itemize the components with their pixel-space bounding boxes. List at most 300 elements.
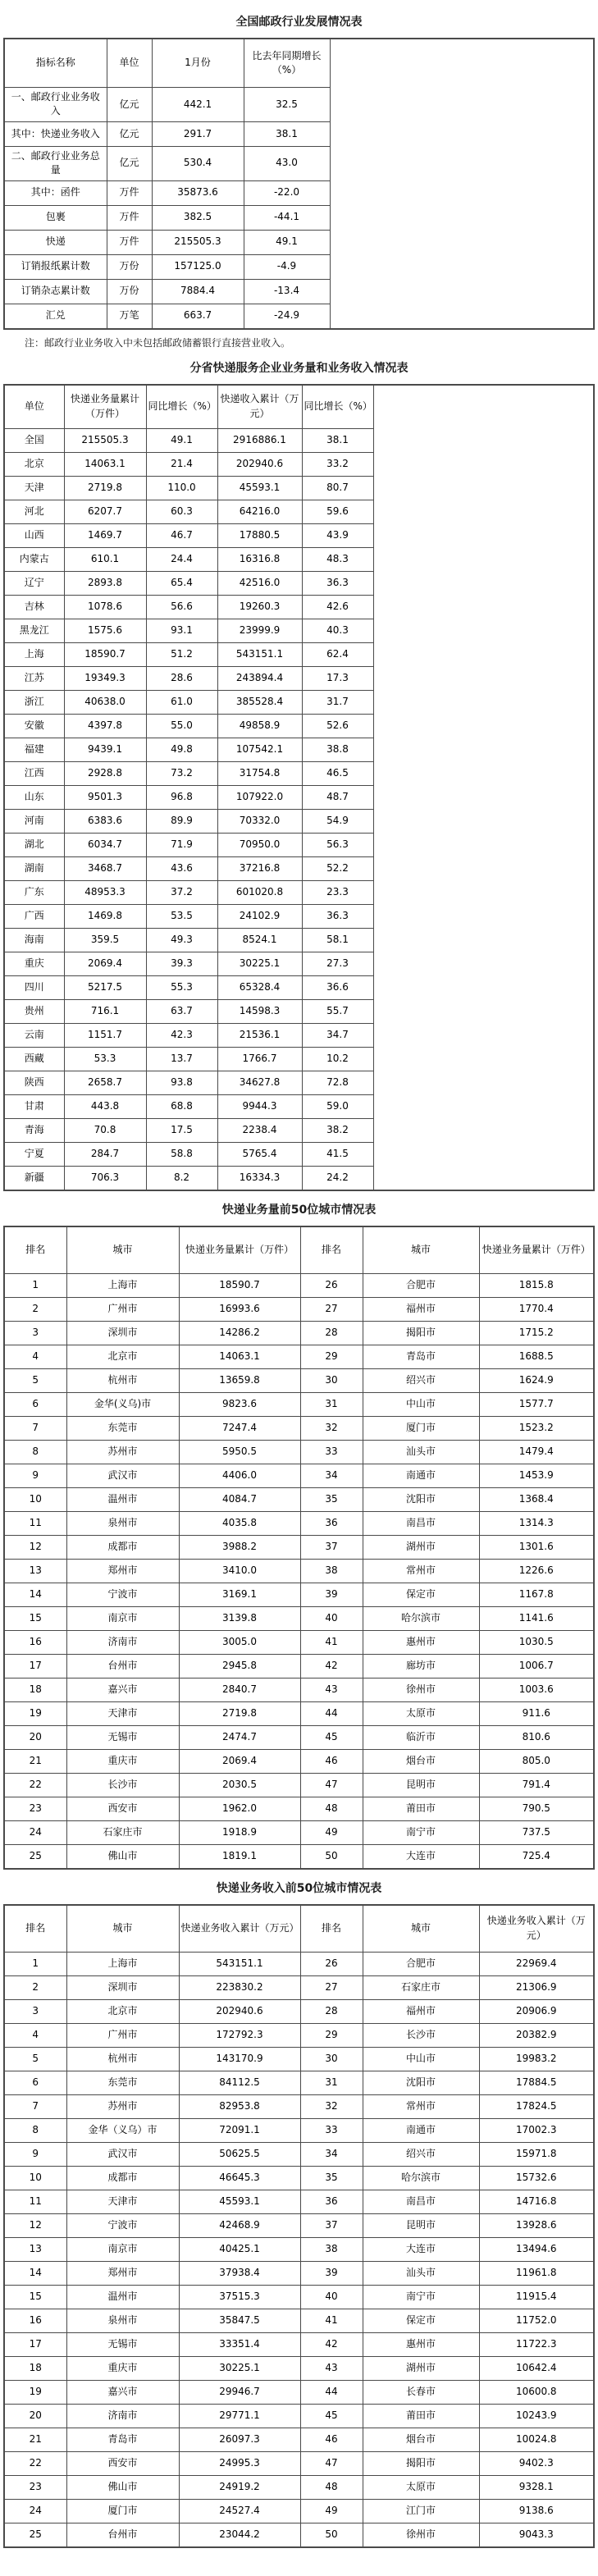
table-cell: 苏州市 — [66, 2094, 179, 2118]
table-cell: 亿元 — [107, 121, 152, 146]
table-row — [4, 1464, 594, 1487]
table-cell: 北京市 — [66, 1345, 179, 1368]
table-cell: 43 — [300, 1678, 363, 1701]
table-cell: 17 — [4, 1654, 66, 1678]
table-cell: 46.5 — [302, 761, 373, 785]
table-cell: 湖北 — [4, 833, 64, 856]
table-cell: 39.3 — [146, 952, 217, 975]
table-cell: 2916886.1 — [217, 428, 302, 452]
table-cell: 24 — [4, 2499, 66, 2523]
table-cell: 31 — [300, 1392, 363, 1416]
table-cell: 汕头市 — [363, 1440, 479, 1464]
table-cell: 243894.4 — [217, 666, 302, 690]
table-cell: 53.5 — [146, 904, 217, 928]
table-cell: 嘉兴市 — [66, 2380, 179, 2404]
table-cell: 大连市 — [363, 2237, 479, 2261]
table-cell: 8 — [4, 2118, 66, 2142]
header-row — [4, 39, 594, 88]
table-cell: 宁波市 — [66, 1583, 179, 1606]
table-cell: 11752.0 — [479, 2309, 594, 2332]
table-cell: 36.3 — [302, 571, 373, 595]
table-cell: 长春市 — [363, 2380, 479, 2404]
table-cell: 南昌市 — [363, 1511, 479, 1535]
table-cell: 80.7 — [302, 476, 373, 500]
table-cell: 绍兴市 — [363, 1368, 479, 1392]
table-cell: 青岛市 — [66, 2428, 179, 2451]
table-cell: 19 — [4, 2380, 66, 2404]
table-cell: 49.1 — [146, 428, 217, 452]
table-cell: 25 — [4, 2523, 66, 2547]
table-cell: 1226.6 — [479, 1559, 594, 1583]
table-cell: 2945.8 — [179, 1654, 300, 1678]
table-cell: 1577.7 — [479, 1392, 594, 1416]
table-cell: 快递 — [4, 230, 107, 254]
table-cell: 1006.7 — [479, 1654, 594, 1678]
table-cell: 7 — [4, 1416, 66, 1440]
table-row — [4, 1844, 594, 1869]
table-cell: 11961.8 — [479, 2261, 594, 2285]
table-cell: 哈尔滨市 — [363, 2166, 479, 2190]
table-cell: 46 — [300, 1749, 363, 1773]
table-cell: 济南市 — [66, 2404, 179, 2428]
table-row — [4, 1416, 594, 1440]
table-cell: 40.3 — [302, 619, 373, 642]
table-cell: 13 — [4, 1559, 66, 1583]
table-cell: 广东 — [4, 880, 64, 904]
table-cell: 河南 — [4, 809, 64, 833]
table-cell: 37 — [300, 2213, 363, 2237]
table-row — [4, 2047, 594, 2071]
table-cell: 8 — [4, 1440, 66, 1464]
table-cell: 62.4 — [302, 642, 373, 666]
table-cell: 福建 — [4, 738, 64, 761]
table-cell: 贵州 — [4, 999, 64, 1023]
table-cell: 17.3 — [302, 666, 373, 690]
table-row — [4, 1952, 594, 1975]
table-cell: 1078.6 — [64, 595, 146, 619]
table-cell: 14063.1 — [179, 1345, 300, 1368]
table2-body — [4, 385, 594, 1190]
table-cell: 47 — [300, 2451, 363, 2475]
table-cell: 青岛市 — [363, 1345, 479, 1368]
table-cell: 安徽 — [4, 714, 64, 738]
table-cell: 南宁市 — [363, 1820, 479, 1844]
table-cell: 46.7 — [146, 523, 217, 547]
table-cell: 哈尔滨市 — [363, 1606, 479, 1630]
table-row — [4, 1773, 594, 1797]
table-cell: 江西 — [4, 761, 64, 785]
table-cell: 10243.9 — [479, 2404, 594, 2428]
table-cell: 72.8 — [302, 1071, 373, 1094]
table-cell: 上海市 — [66, 1952, 179, 1975]
table-cell: 云南 — [4, 1023, 64, 1047]
column-header: 排名 — [4, 1226, 66, 1274]
table-cell: 58.8 — [146, 1142, 217, 1166]
table-cell: 1151.7 — [64, 1023, 146, 1047]
table-cell: 1167.8 — [479, 1583, 594, 1606]
table-cell: 610.1 — [64, 547, 146, 571]
table-cell: 郑州市 — [66, 2261, 179, 2285]
table-cell: 17824.5 — [479, 2094, 594, 2118]
table-cell: 辽宁 — [4, 571, 64, 595]
column-header: 快递业务量累计（万件） — [179, 1226, 300, 1274]
table-cell: 无锡市 — [66, 2332, 179, 2356]
table-cell: 43.6 — [146, 856, 217, 880]
table-cell: 791.4 — [479, 1773, 594, 1797]
table-cell: 32 — [300, 1416, 363, 1440]
table-cell: 天津 — [4, 476, 64, 500]
table-row — [4, 1559, 594, 1583]
table-cell: 9043.3 — [479, 2523, 594, 2547]
table-cell: 107922.0 — [217, 785, 302, 809]
table-cell: 昆明市 — [363, 2213, 479, 2237]
table1-body — [4, 39, 594, 329]
table-cell: 广西 — [4, 904, 64, 928]
table-cell: 45 — [300, 1725, 363, 1749]
table-cell: 41 — [300, 1630, 363, 1654]
table-cell: 石家庄市 — [66, 1820, 179, 1844]
table-cell: 23 — [4, 1797, 66, 1820]
table-row — [4, 2071, 594, 2094]
table-cell: 37938.4 — [179, 2261, 300, 2285]
table-cell: 福州市 — [363, 1999, 479, 2023]
table-cell: 29 — [300, 2023, 363, 2047]
table-cell: 33.2 — [302, 452, 373, 476]
table-cell: 30 — [300, 2047, 363, 2071]
table-cell: 1688.5 — [479, 1345, 594, 1368]
table-cell: 1770.4 — [479, 1297, 594, 1321]
table-cell: 93.1 — [146, 619, 217, 642]
table-cell: 18 — [4, 2356, 66, 2380]
table-cell: 26 — [300, 1952, 363, 1975]
table-cell: 9 — [4, 1464, 66, 1487]
column-header: 单位 — [4, 385, 64, 429]
table-cell: 30225.1 — [217, 952, 302, 975]
table-cell: 四川 — [4, 975, 64, 999]
table-cell: 17880.5 — [217, 523, 302, 547]
table-cell: 1624.9 — [479, 1368, 594, 1392]
table-cell: 82953.8 — [179, 2094, 300, 2118]
table-cell: 11915.4 — [479, 2285, 594, 2309]
table-cell: 广州市 — [66, 1297, 179, 1321]
empty-cell — [373, 385, 594, 1190]
table-cell: 215505.3 — [64, 428, 146, 452]
table-cell: 重庆 — [4, 952, 64, 975]
table-cell: 40 — [300, 1606, 363, 1630]
table-cell: -44.1 — [244, 205, 330, 230]
table-cell: 5765.4 — [217, 1142, 302, 1166]
table-cell: 其中：函件 — [4, 180, 107, 205]
table-cell: 49.8 — [146, 738, 217, 761]
table-cell: 中山市 — [363, 1392, 479, 1416]
table-cell: 17884.5 — [479, 2071, 594, 2094]
table-cell: 其中：快递业务收入 — [4, 121, 107, 146]
table-cell: 1575.6 — [64, 619, 146, 642]
header-row — [4, 1226, 594, 1274]
table-cell: 常州市 — [363, 1559, 479, 1583]
table-cell: 台州市 — [66, 1654, 179, 1678]
table-cell: 长沙市 — [363, 2023, 479, 2047]
table-cell: 嘉兴市 — [66, 1678, 179, 1701]
table-cell: 45 — [300, 2404, 363, 2428]
table-cell: 温州市 — [66, 1487, 179, 1511]
table-cell: 二、邮政行业业务总量 — [4, 146, 107, 180]
table-cell: 89.9 — [146, 809, 217, 833]
table-cell: 443.8 — [64, 1094, 146, 1118]
table-cell: 34627.8 — [217, 1071, 302, 1094]
table-cell: 19 — [4, 1701, 66, 1725]
table-cell: 万笔 — [107, 304, 152, 329]
table-cell: 22969.4 — [479, 1952, 594, 1975]
table-cell: 黑龙江 — [4, 619, 64, 642]
table-cell: 太原市 — [363, 2475, 479, 2499]
table-cell: 41.5 — [302, 1142, 373, 1166]
table-cell: 昆明市 — [363, 1773, 479, 1797]
table-cell: 19349.3 — [64, 666, 146, 690]
table-cell: 陕西 — [4, 1071, 64, 1094]
table-cell: 苏州市 — [66, 1440, 179, 1464]
table-cell: 38.1 — [302, 428, 373, 452]
table-cell: 29 — [300, 1345, 363, 1368]
table-cell: 10 — [4, 2166, 66, 2190]
table-cell: 725.4 — [479, 1844, 594, 1869]
table-row — [4, 1606, 594, 1630]
table-cell: 吉林 — [4, 595, 64, 619]
table3-body — [4, 1226, 594, 1869]
table-row — [4, 1654, 594, 1678]
table-cell: 17 — [4, 2332, 66, 2356]
table-cell: 284.7 — [64, 1142, 146, 1166]
table-cell: 23.3 — [302, 880, 373, 904]
table-cell: 6 — [4, 1392, 66, 1416]
table-cell: 北京市 — [66, 1999, 179, 2023]
table-cell: 30225.1 — [179, 2356, 300, 2380]
table-cell: 30 — [300, 1368, 363, 1392]
table-cell: 泉州市 — [66, 1511, 179, 1535]
table-cell: 济南市 — [66, 1630, 179, 1654]
table-cell: 13928.6 — [479, 2213, 594, 2237]
table-cell: 45593.1 — [179, 2190, 300, 2213]
table-cell: 武汉市 — [66, 1464, 179, 1487]
table4-title: 快递业务收入前50位城市情况表 — [216, 1881, 382, 1895]
table-cell: 江门市 — [363, 2499, 479, 2523]
table-cell: 保定市 — [363, 2309, 479, 2332]
table-cell: 湖南 — [4, 856, 64, 880]
table3-title: 快递业务量前50位城市情况表 — [221, 1203, 377, 1217]
table-cell: 15 — [4, 1606, 66, 1630]
table-cell: 2719.8 — [179, 1701, 300, 1725]
table-cell: 9328.1 — [479, 2475, 594, 2499]
table-cell: 内蒙古 — [4, 547, 64, 571]
table-cell: 36 — [300, 2190, 363, 2213]
table-row — [4, 1999, 594, 2023]
table-cell: 一、邮政行业业务收入 — [4, 88, 107, 122]
table-cell: 5 — [4, 2047, 66, 2071]
column-header: 快递业务量累计（万件） — [479, 1226, 594, 1274]
table-cell: 38 — [300, 1559, 363, 1583]
table-cell: 3 — [4, 1321, 66, 1345]
table-row — [4, 1487, 594, 1511]
table-cell: 36 — [300, 1511, 363, 1535]
table-cell: 亿元 — [107, 88, 152, 122]
table-cell: 543151.1 — [217, 642, 302, 666]
table-cell: 157125.0 — [152, 254, 244, 279]
table-row — [4, 1511, 594, 1535]
header-row — [4, 385, 594, 429]
table-cell: 23999.9 — [217, 619, 302, 642]
table-cell: 706.3 — [64, 1166, 146, 1190]
table-cell: 4084.7 — [179, 1487, 300, 1511]
table-row — [4, 1345, 594, 1368]
table-cell: 46645.3 — [179, 2166, 300, 2190]
table-cell: 35847.5 — [179, 2309, 300, 2332]
table-cell: 长沙市 — [66, 1773, 179, 1797]
table-cell: 39 — [300, 1583, 363, 1606]
table-row — [4, 1392, 594, 1416]
table-cell: 40638.0 — [64, 690, 146, 714]
table-cell: 3468.7 — [64, 856, 146, 880]
table-cell: 716.1 — [64, 999, 146, 1023]
column-header: 比去年同期增长（%） — [244, 39, 330, 88]
table-cell: 55.0 — [146, 714, 217, 738]
table-cell: 38.2 — [302, 1118, 373, 1142]
table-cell: 南京市 — [66, 2237, 179, 2261]
table-cell: 34.7 — [302, 1023, 373, 1047]
table-cell: 14716.8 — [479, 2190, 594, 2213]
table-cell: 22 — [4, 2451, 66, 2475]
table-cell: 成都市 — [66, 2166, 179, 2190]
table-cell: 26097.3 — [179, 2428, 300, 2451]
table-cell: 1 — [4, 1952, 66, 1975]
table-cell: 9944.3 — [217, 1094, 302, 1118]
table1-title: 全国邮政行业发展情况表 — [235, 16, 363, 29]
table-cell: 1918.9 — [179, 1820, 300, 1844]
table-cell: 9823.6 — [179, 1392, 300, 1416]
table-cell: 常州市 — [363, 2094, 479, 2118]
table-cell: 1962.0 — [179, 1797, 300, 1820]
table-cell: 29946.7 — [179, 2380, 300, 2404]
table-cell: 南宁市 — [363, 2285, 479, 2309]
table-cell: 合肥市 — [363, 1273, 479, 1297]
table-cell: 海南 — [4, 928, 64, 952]
table-cell: 61.0 — [146, 690, 217, 714]
table-cell: 沈阳市 — [363, 2071, 479, 2094]
table-cell: 41 — [300, 2309, 363, 2332]
table-cell: 20382.9 — [479, 2023, 594, 2047]
table-cell: 1715.2 — [479, 1321, 594, 1345]
table-cell: 36.6 — [302, 975, 373, 999]
table-cell: 17002.3 — [479, 2118, 594, 2142]
table-cell: 59.6 — [302, 500, 373, 523]
table-cell: 6034.7 — [64, 833, 146, 856]
table-cell: 16316.8 — [217, 547, 302, 571]
national-postal-development-table — [3, 38, 595, 330]
table-cell: 20 — [4, 1725, 66, 1749]
table-cell: 37.2 — [146, 880, 217, 904]
table-cell: 42 — [300, 2332, 363, 2356]
table-cell: 1815.8 — [479, 1273, 594, 1297]
table-cell: 杭州市 — [66, 1368, 179, 1392]
top50-cities-revenue-table — [3, 1904, 595, 2548]
table-cell: 2030.5 — [179, 1773, 300, 1797]
table-cell: 40425.1 — [179, 2237, 300, 2261]
table-row — [4, 2356, 594, 2380]
table-cell: 1766.7 — [217, 1047, 302, 1071]
table-cell: 71.9 — [146, 833, 217, 856]
table-cell: 2658.7 — [64, 1071, 146, 1094]
table-cell: 45593.1 — [217, 476, 302, 500]
table-cell: 35873.6 — [152, 180, 244, 205]
table-cell: 223830.2 — [179, 1975, 300, 1999]
table-cell: 23 — [4, 2475, 66, 2499]
table-cell: 10642.4 — [479, 2356, 594, 2380]
table-row — [4, 2451, 594, 2475]
table-cell: 13.7 — [146, 1047, 217, 1071]
table-cell: 6383.6 — [64, 809, 146, 833]
column-header: 快递收入累计（万元） — [217, 385, 302, 429]
table-cell: 49 — [300, 1820, 363, 1844]
table-cell: 1368.4 — [479, 1487, 594, 1511]
table-cell: 70332.0 — [217, 809, 302, 833]
table-row — [4, 1440, 594, 1464]
table-row — [4, 1975, 594, 1999]
column-header: 排名 — [300, 1905, 363, 1953]
table-cell: 291.7 — [152, 121, 244, 146]
table-cell: 28.6 — [146, 666, 217, 690]
table-cell: 65328.4 — [217, 975, 302, 999]
table-cell: 16334.3 — [217, 1166, 302, 1190]
column-header: 快递业务收入累计（万元） — [479, 1905, 594, 1953]
table-cell: 5950.5 — [179, 1440, 300, 1464]
table-cell: 15732.6 — [479, 2166, 594, 2190]
table-cell: 49.3 — [146, 928, 217, 952]
table-row — [4, 1725, 594, 1749]
province-express-volume-revenue-table — [3, 384, 595, 1191]
table-cell: 23044.2 — [179, 2523, 300, 2547]
table-cell: 上海 — [4, 642, 64, 666]
table-cell: 揭阳市 — [363, 2451, 479, 2475]
table-cell: 泉州市 — [66, 2309, 179, 2332]
table-cell: 50 — [300, 2523, 363, 2547]
table-cell: 385528.4 — [217, 690, 302, 714]
table-cell: 24 — [4, 1820, 66, 1844]
table-cell: 4397.8 — [64, 714, 146, 738]
table-cell: 重庆市 — [66, 1749, 179, 1773]
table-cell: 24.2 — [302, 1166, 373, 1190]
table-cell: 53.3 — [64, 1047, 146, 1071]
table-cell: 16 — [4, 1630, 66, 1654]
table-cell: 无锡市 — [66, 1725, 179, 1749]
table-cell: 33 — [300, 2118, 363, 2142]
table-cell: 2474.7 — [179, 1725, 300, 1749]
table-cell: 中山市 — [363, 2047, 479, 2071]
table-cell: 全国 — [4, 428, 64, 452]
table-cell: 27 — [300, 1297, 363, 1321]
table-cell: 大连市 — [363, 1844, 479, 1869]
table-cell: 37216.8 — [217, 856, 302, 880]
table-cell: 北京 — [4, 452, 64, 476]
table-cell: 72091.1 — [179, 2118, 300, 2142]
table-row — [4, 1321, 594, 1345]
table-cell: 49 — [300, 2499, 363, 2523]
table-cell: 20906.9 — [479, 1999, 594, 2023]
empty-cell — [330, 39, 594, 329]
table-cell: 21306.9 — [479, 1975, 594, 1999]
table-cell: 2840.7 — [179, 1678, 300, 1701]
table-cell: 24995.3 — [179, 2451, 300, 2475]
table-row — [4, 1701, 594, 1725]
table-cell: 1479.4 — [479, 1440, 594, 1464]
